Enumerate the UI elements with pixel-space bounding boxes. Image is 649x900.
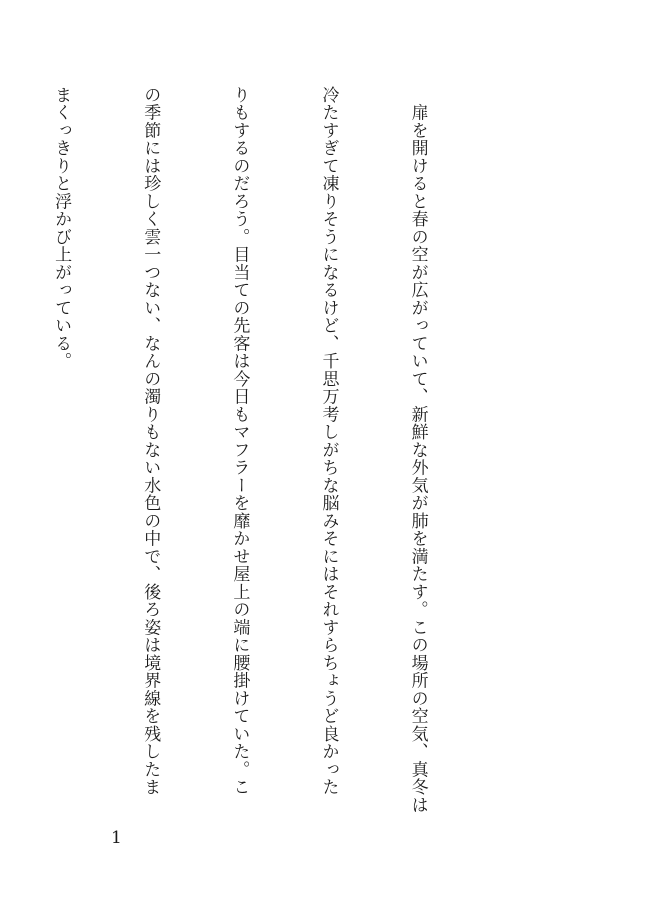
text-line: 扉を開けると春の空が広がっていて、新鮮な外気が肺を満たす。この場所の空気、真冬は: [407, 86, 428, 814]
vertical-text-body: [0, 86, 491, 816]
text-line: 冷たすぎて凍りそうになるけど、千思万考しがちな脳みそにはそれすらちょうど良かった: [318, 86, 339, 796]
page-number: 1: [111, 828, 122, 848]
text-line: りもするのだろう。目当ての先客は今日もマフラーを靡かせ屋上の端に腰掛けていた。こ: [229, 86, 250, 796]
text-line: まくっきりと浮かび上がっている。: [51, 86, 72, 370]
text-line: の季節には珍しく雲一つない、なんの濁りもない水色の中で、後ろ姿は境界線を残したま: [140, 86, 161, 796]
